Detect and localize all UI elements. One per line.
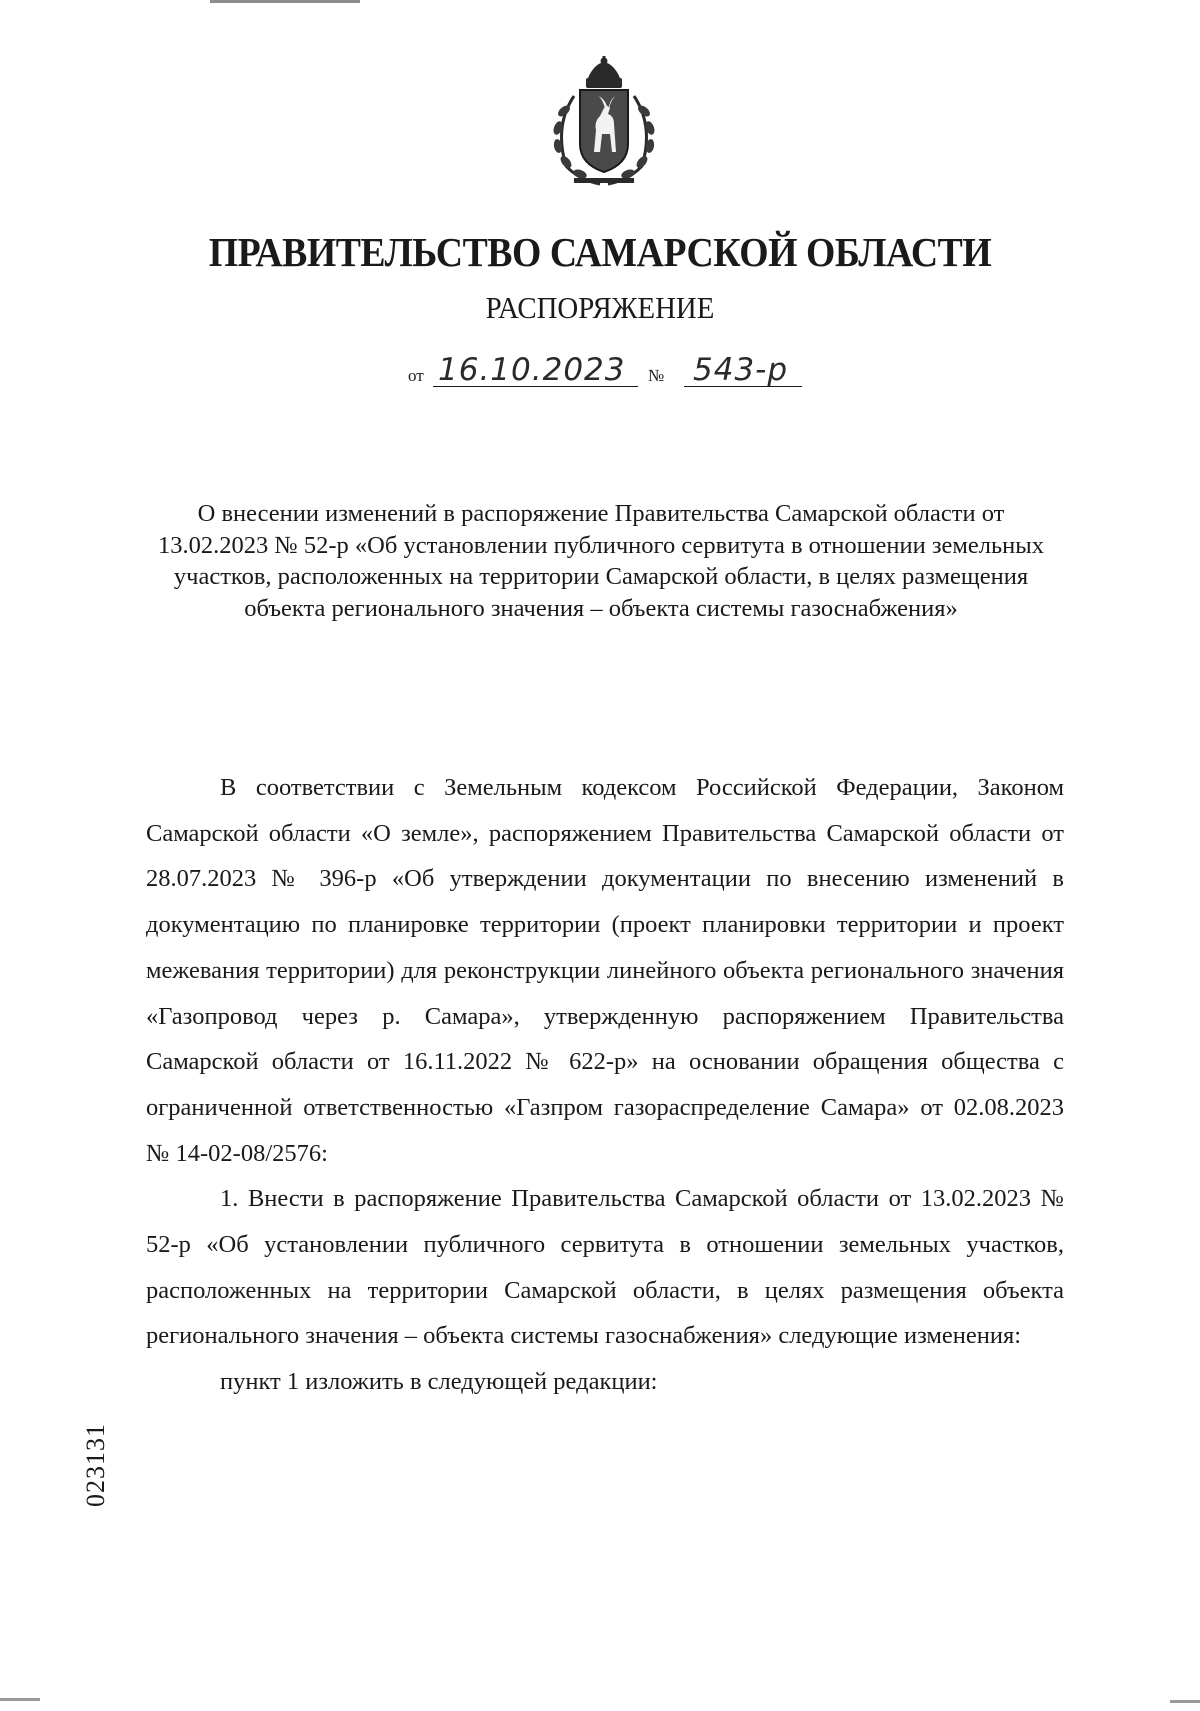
number-prefix: № xyxy=(648,366,665,385)
body-paragraph: пункт 1 изложить в следующей редакции: xyxy=(220,1368,658,1396)
document-date-number xyxy=(408,354,808,394)
date-prefix: от xyxy=(408,366,424,385)
scan-edge-mark xyxy=(1170,1700,1200,1703)
document-type: РАСПОРЯЖЕНИЕ xyxy=(485,290,715,325)
scan-edge-mark xyxy=(0,1698,40,1701)
body-paragraph: 1. Внести в распоряжение Правительства Самарской области от 13.02.2023 № 52-р «Об установлении публичного сервитута в отношении земельных участков, расположенных на территории Самарской области, в целях размещения объекта регионального значения – объекта системы газоснабжения» следующие изменения: xyxy=(146,1185,1064,1350)
handwritten-number: 543-р xyxy=(693,352,789,388)
samara-coat-of-arms-icon xyxy=(544,56,664,186)
scan-edge-mark xyxy=(210,0,360,3)
side-serial-number: 023131 xyxy=(81,1423,110,1507)
handwritten-date: 16.10.2023 xyxy=(438,352,626,388)
document-body xyxy=(146,765,1064,1405)
document-subject: О внесении изменений в распоряжение Правительства Самарской области от 13.02.2023 № 52-р «Об установлении публичного сервитута в отношении земельных участков, расположенных на территории Самарской области, в целях размещения объекта регионального значения – объекта системы газоснабжения» xyxy=(158,500,1044,622)
body-paragraph: В соответствии с Земельным кодексом Российской Федерации, Законом Самарской области «О земле», распоряжением Правительства Самарской области от 28.07.2023 № 396-р «Об утверждении документации по внесению изменений в документацию по планировке территории (проект планировки территории и проект межевания территории) для реконструкции линейного объекта регионального значения «Газопровод через р. Самара», утвержденную распоряжением Правительства Самарской области от 16.11.2022 № 622-р» на основании обращения общества с ограниченной ответственностью «Газпром газораспределение Самара» от 02.08.2023 № 14-02-08/2576: xyxy=(146,774,1064,1167)
government-title: ПРАВИТЕЛЬСТВО САМАРСКОЙ ОБЛАСТИ xyxy=(208,229,992,275)
